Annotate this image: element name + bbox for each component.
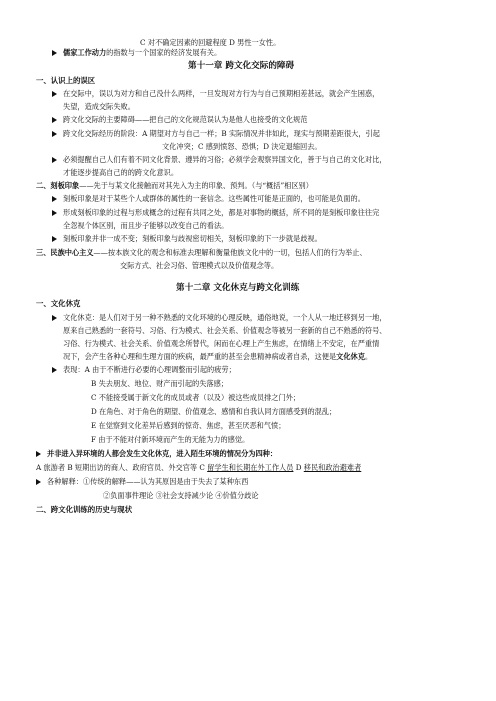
- section-5-title: 二、跨文化训练的历史与现状: [36, 505, 133, 514]
- section-1-title: 一、认识上的误区: [36, 76, 96, 85]
- bullet-d2: 各种解释：①传统的解释——认为其原因是由于失去了某种东西: [47, 477, 249, 486]
- section-4-title: 一、文化休克: [36, 299, 81, 308]
- bullet-a3: 跨文化交际经历的阶段：A 期望对方与自己一样；B 实际情况并非如此，现实与预期差距很大，引起: [63, 129, 380, 138]
- bullet-a1: 在交际中，误以为对方和自己没什么两样，一旦发现对方行为与自己预期相差甚远，就会产生困惑，: [63, 89, 380, 98]
- bullet-b2-cont: 全忽视个体区别，而且步子能够以改变自己的看法。: [63, 221, 229, 230]
- option-line-cd: C 对不确定因素的回避程度 D 男性一女性。: [140, 38, 281, 47]
- bullet-arrow-icon: [52, 236, 57, 242]
- bullet-c2: 表现：A 由于不断进行必要的心理调整而引起的疲劳；: [63, 365, 236, 374]
- bullet-b2: 形成刻板印象的过程与形成概念的过程有共同之处，都是对事物的概括，所不同的是刻板印象往往完: [63, 208, 380, 217]
- bullet-b3: 刻板印象并非一成不变；刻板印象与歧视密切相关，刻板印象的下一步就是歧视。: [63, 234, 322, 243]
- bullet-d1: A 旅游者 B 短期出访的商人、政府官员、外交官等 C 留学生和长期在外工作人员 D 移民和政治避难者: [36, 463, 362, 472]
- bullet-c1-cont2: 习俗、行为模式、社会关系、价值观念所替代，闲而在心理上产生焦虑，在情绪上不安定，在严重情: [63, 339, 380, 348]
- symptom-d: D 在角色、对于角色的期望、价值观念、感情和自我认同方面感受到的混乱；: [91, 407, 337, 416]
- bullet-arrow-icon: [52, 157, 57, 163]
- bullet-arrow-icon: [52, 91, 57, 97]
- confucian-line: 儒家工作动力的指数与一个国家的经济发展有关。: [63, 48, 222, 57]
- symptom-f: F 由于不能对付新环境而产生的无能为力的感觉。: [91, 435, 250, 444]
- chapter-12-title: 第十二章 文化休克与跨文化训练: [176, 283, 300, 293]
- bullet-a1-cont: 失望，造成交际失败。: [63, 102, 135, 111]
- bullet-arrow-icon: [52, 196, 57, 202]
- bullet-c1-cont3: 况下，会产生各种心理和生理方面的疾病，最严重的甚至会患精神病或者自杀，这便是文化休克。: [63, 352, 373, 361]
- bullet-arrow-icon: [52, 367, 57, 373]
- bullet-arrow-icon: [52, 210, 57, 216]
- bullet-a4: 必须提醒自己人们有着不同文化背景、遵异的习俗；必须学会观察异国文化，善于与自己的文化对比，: [63, 155, 387, 164]
- symptom-e: E 在觉察到文化差异后感到的惊奇、焦虑，甚至厌恶和气愤；: [91, 421, 286, 430]
- section-3-cont: 交际方式、社会习俗、管理模式以及价值观念等。: [120, 261, 279, 270]
- bullet-arrow-icon: [36, 479, 41, 485]
- chapter-11-title: 第十一章 跨文化交际的障碍: [188, 61, 295, 71]
- bullet-arrow-icon: [52, 131, 57, 137]
- bullet-c1: 文化休克：是人们对于另一种不熟悉的文化环境的心理反映，通俗地说，一个人从一地迁移到另一地，: [63, 313, 387, 322]
- bullet-a2: 跨文化交际的主要障碍——把自己的文化规范误认为是他人也接受的文化规范: [63, 115, 308, 124]
- symptom-b: B 失去朋友、地位、财产而引起的失落感；: [91, 379, 228, 388]
- bullet-arrow-icon: [52, 50, 57, 56]
- bullet-arrow-icon: [52, 117, 57, 123]
- bullet-arrow-icon: [52, 315, 57, 321]
- symptom-c: C 不能接受属于新文化的成员或者（以及）被这些成员排之门外；: [91, 393, 301, 402]
- bullet-arrow-icon: [36, 451, 41, 457]
- bullet-d-title: 并非进入异环境的人都会发生文化休克，进入陌生环境的情况分为四种：: [47, 449, 278, 458]
- bullet-d2-cont: ②负面事件理论 ③社会支持减少论 ④价值分歧论: [103, 491, 259, 500]
- section-3-title: 三、民族中心主义——按本族文化的观念和标准去理解和衡量他族文化中的一切，包括人们的行为举止、: [36, 248, 367, 257]
- bullet-a3-cont: 文化冲突；C 感到愤怒、恐惧；D 決定退缩回去。: [162, 142, 322, 151]
- bullet-c1-cont1: 原来自己熟悉的一套符号、习俗、行为模式、社会关系、价值观念等被另一套新的自己不熟悉的符号、: [63, 326, 387, 335]
- bullet-b1: 刻板印象是对于某些个人或群体的属性的一套信念。这些属性可能是正面的，也可能是负面的。: [63, 194, 365, 203]
- bullet-a4-cont: 才能逐步提高自己的的跨文化意识。: [63, 168, 179, 177]
- section-2-title: 二、刻板印象——先于与某文化接触而对其先入为主的印象、预判。（与“概括”相区别）: [36, 181, 313, 190]
